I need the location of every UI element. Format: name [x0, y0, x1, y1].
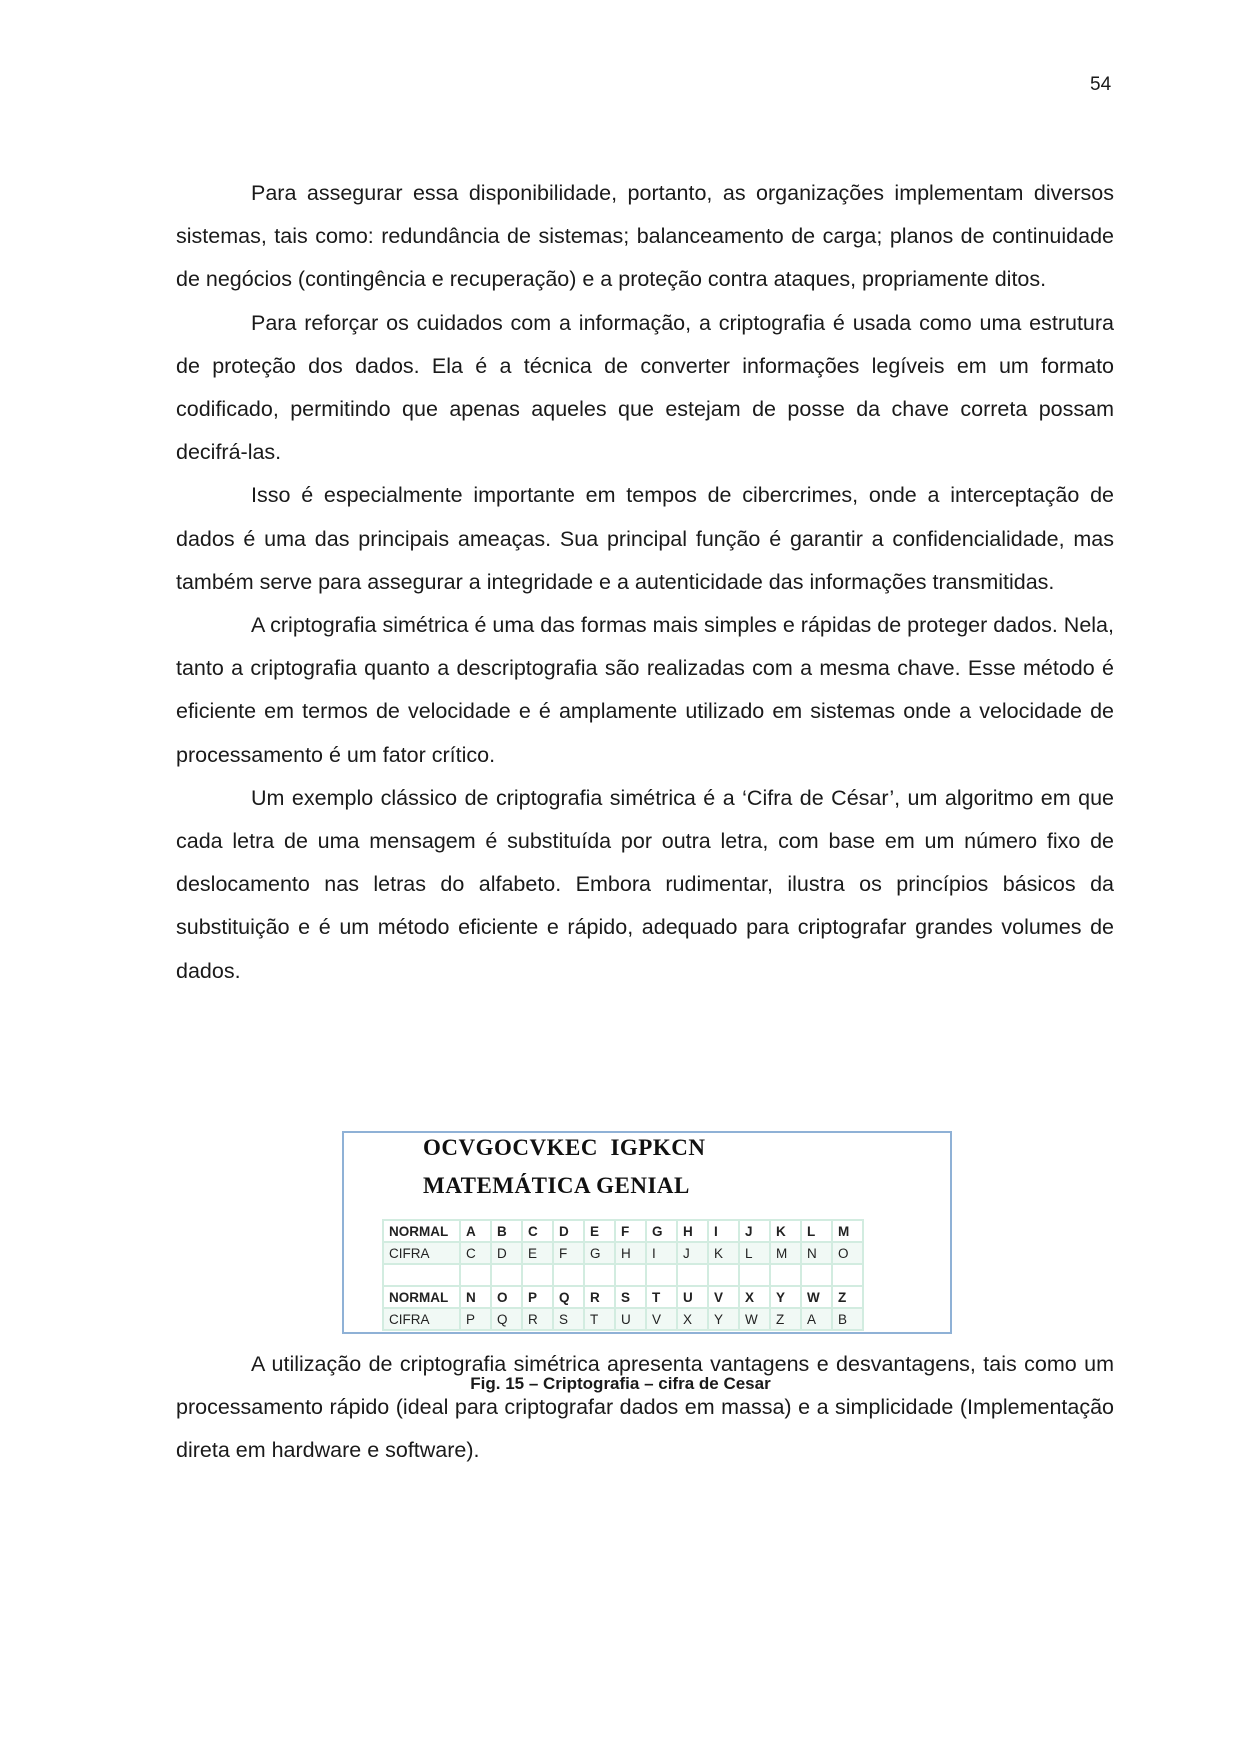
empty-cell — [646, 1264, 677, 1286]
empty-cell — [584, 1264, 615, 1286]
letter-cell: S — [553, 1308, 584, 1330]
letter-cell: C — [460, 1242, 491, 1264]
empty-cell — [460, 1264, 491, 1286]
letter-cell: J — [677, 1242, 708, 1264]
caesar-cipher-figure — [342, 1131, 952, 1334]
letter-cell: N — [801, 1242, 832, 1264]
letter-cell: Z — [832, 1286, 863, 1308]
letter-cell: K — [770, 1220, 801, 1242]
letter-cell: W — [801, 1286, 832, 1308]
letter-cell: T — [584, 1308, 615, 1330]
figure-caption: Fig. 15 – Criptografia – cifra de Cesar — [470, 1374, 771, 1393]
paragraph: Isso é especialmente importante em tempos de cibercrimes, onde a interceptação de dados é uma das principais ameaças. Sua principal função é garantir a confidencialidade, mas também serve para assegurar a integridade e a autenticidade das informações transmitidas. — [176, 483, 1114, 594]
letter-cell: R — [522, 1308, 553, 1330]
letter-cell: S — [615, 1286, 646, 1308]
empty-cell — [383, 1264, 460, 1286]
row-label: CIFRA — [383, 1242, 460, 1264]
empty-cell — [677, 1264, 708, 1286]
row-label: NORMAL — [383, 1220, 460, 1242]
letter-cell: D — [553, 1220, 584, 1242]
letter-cell: Q — [491, 1308, 522, 1330]
page-number: 54 — [1090, 74, 1112, 95]
letter-cell: K — [708, 1242, 739, 1264]
letter-cell: V — [708, 1286, 739, 1308]
paragraph: A utilização de criptografia simétrica apresenta vantagens e desvantagens, tais como um processamento rápido (ideal para criptografar dados em massa) e a simplicidade (Implementação direta em hardware e software). — [176, 1352, 1114, 1463]
plaintext-line: MATEMÁTICA GENIAL — [423, 1173, 690, 1198]
letter-cell: Z — [770, 1308, 801, 1330]
cipher-table — [382, 1219, 864, 1331]
letter-cell: O — [491, 1286, 522, 1308]
table-row-normal — [383, 1220, 863, 1242]
table-row-normal — [383, 1286, 863, 1308]
letter-cell: B — [491, 1220, 522, 1242]
empty-cell — [615, 1264, 646, 1286]
letter-cell: G — [646, 1220, 677, 1242]
letter-cell: B — [832, 1308, 863, 1330]
table-spacer-row — [383, 1264, 863, 1286]
letter-cell: I — [708, 1220, 739, 1242]
letter-cell: O — [832, 1242, 863, 1264]
empty-cell — [491, 1264, 522, 1286]
ciphertext-line: OCVGOCVKEC IGPKCN — [423, 1135, 706, 1160]
letter-cell: M — [832, 1220, 863, 1242]
letter-cell: H — [615, 1242, 646, 1264]
body-text-before-figure — [176, 172, 1114, 993]
row-label: NORMAL — [383, 1286, 460, 1308]
letter-cell: N — [460, 1286, 491, 1308]
empty-cell — [770, 1264, 801, 1286]
letter-cell: W — [739, 1308, 770, 1330]
letter-cell: A — [801, 1308, 832, 1330]
letter-cell: X — [739, 1286, 770, 1308]
letter-cell: I — [646, 1242, 677, 1264]
letter-cell: F — [615, 1220, 646, 1242]
empty-cell — [708, 1264, 739, 1286]
row-label: CIFRA — [383, 1308, 460, 1330]
empty-cell — [739, 1264, 770, 1286]
letter-cell: V — [646, 1308, 677, 1330]
paragraph: Um exemplo clássico de criptografia simétrica é a ‘Cifra de César’, um algoritmo em que cada letra de uma mensagem é substituída por outra letra, com base em um número fixo de deslocamento nas letras do alfabeto. Embora rudimentar, ilustra os princípios básicos da substituição e é um método eficiente e rápido, adequado para criptografar grandes volumes de dados. — [176, 785, 1114, 983]
letter-cell: F — [553, 1242, 584, 1264]
letter-cell: L — [801, 1220, 832, 1242]
table-row-cifra — [383, 1308, 863, 1330]
empty-cell — [522, 1264, 553, 1286]
letter-cell: P — [460, 1308, 491, 1330]
letter-cell: R — [584, 1286, 615, 1308]
letter-cell: U — [677, 1286, 708, 1308]
empty-cell — [801, 1264, 832, 1286]
letter-cell: E — [522, 1242, 553, 1264]
letter-cell: P — [522, 1286, 553, 1308]
letter-cell: U — [615, 1308, 646, 1330]
paragraph: A criptografia simétrica é uma das formas mais simples e rápidas de proteger dados. Nela, tanto a criptografia quanto a descriptografia são realizadas com a mesma chave. Esse método é eficiente em termos de velocidade e é amplamente utilizado em sistemas onde a velocidade de processamento é um fator crítico. — [176, 613, 1114, 767]
letter-cell: A — [460, 1220, 491, 1242]
letter-cell: Y — [770, 1286, 801, 1308]
paragraph: Para reforçar os cuidados com a informação, a criptografia é usada como uma estrutura de proteção dos dados. Ela é a técnica de converter informações legíveis em um formato codificado, permitindo que apenas aqueles que estejam de posse da chave correta possam decifrá-las. — [176, 310, 1114, 465]
letter-cell: G — [584, 1242, 615, 1264]
letter-cell: L — [739, 1242, 770, 1264]
letter-cell: D — [491, 1242, 522, 1264]
letter-cell: J — [739, 1220, 770, 1242]
letter-cell: H — [677, 1220, 708, 1242]
empty-cell — [553, 1264, 584, 1286]
letter-cell: E — [584, 1220, 615, 1242]
letter-cell: Q — [553, 1286, 584, 1308]
body-text-after-figure — [176, 1343, 1114, 1473]
letter-cell: C — [522, 1220, 553, 1242]
table-row-cifra — [383, 1242, 863, 1264]
letter-cell: M — [770, 1242, 801, 1264]
letter-cell: X — [677, 1308, 708, 1330]
paragraph: Para assegurar essa disponibilidade, portanto, as organizações implementam diversos sistemas, tais como: redundância de sistemas; balanceamento de carga; planos de continuidade de negócios (contingência e recuperação) e a proteção contra ataques, propriamente ditos. — [176, 181, 1114, 292]
empty-cell — [832, 1264, 863, 1286]
letter-cell: T — [646, 1286, 677, 1308]
letter-cell: Y — [708, 1308, 739, 1330]
